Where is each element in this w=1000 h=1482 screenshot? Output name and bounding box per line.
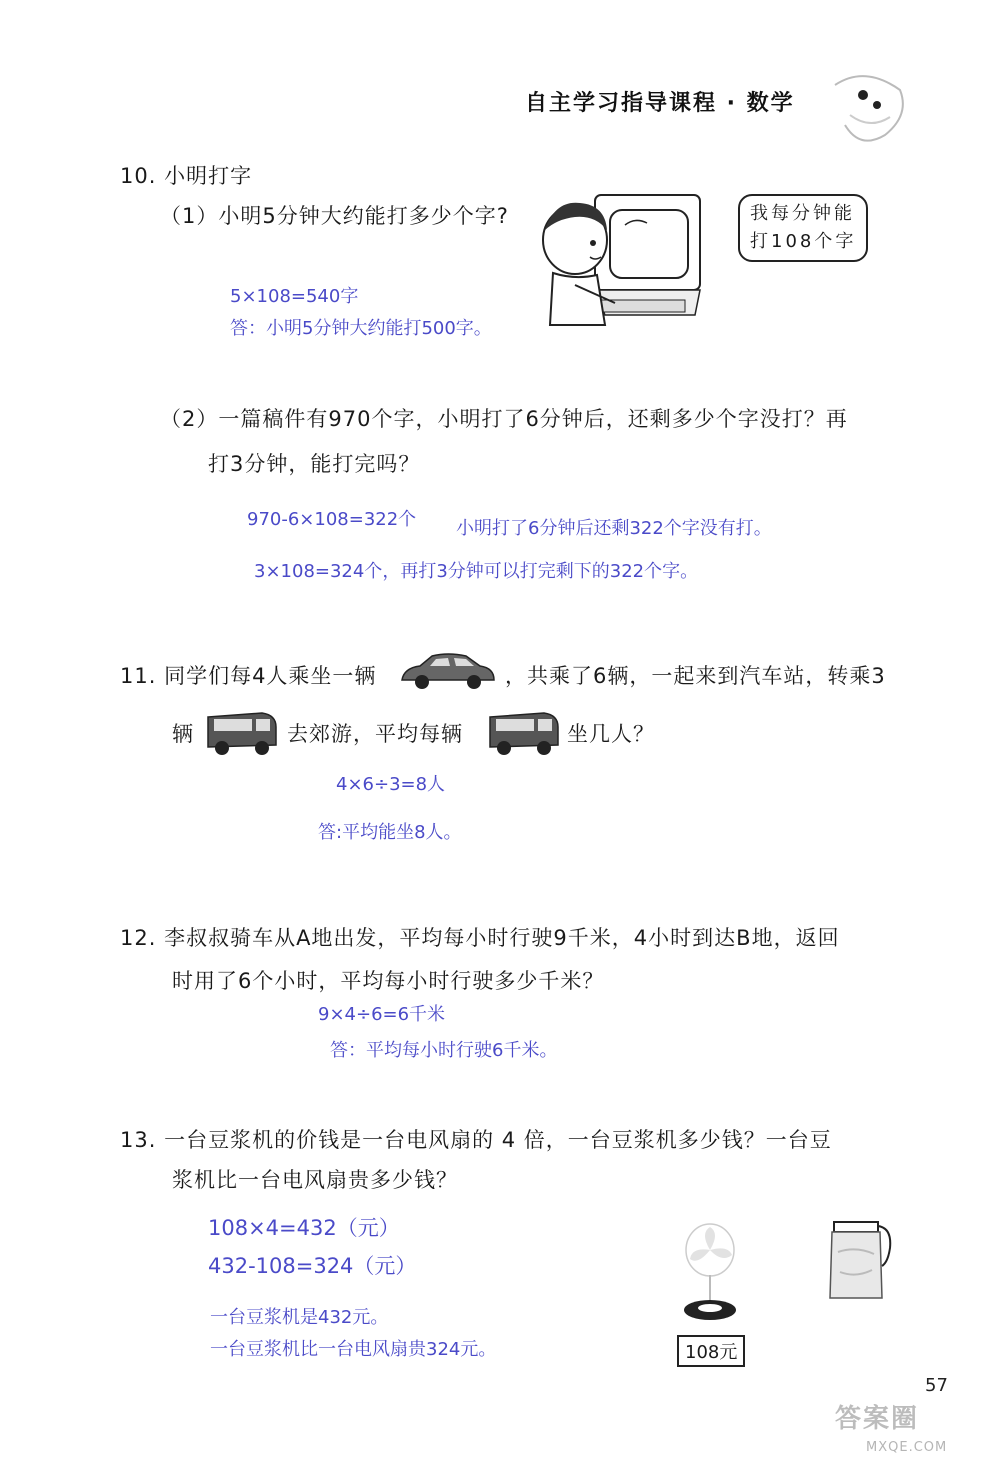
q12-answer: 答：平均每小时行驶6千米。: [330, 1040, 558, 1061]
q10-part2-calc1: 970-6×108=322个: [247, 509, 417, 530]
q10-part2-question-line2: 打3分钟，能打完吗？: [208, 452, 421, 476]
q13-answer2: 一台豆浆机比一台电风扇贵324元。: [210, 1339, 497, 1360]
q11-line2-part-c: 坐几人？: [567, 722, 655, 746]
q13-answer1: 一台豆浆机是432元。: [210, 1307, 389, 1328]
q13-line1: 13. 一台豆浆机的价钱是一台电风扇的 4 倍，一台豆浆机多少钱？一台豆: [120, 1128, 832, 1152]
q10-part2-calc2: 3×108=324个，再打3分钟可以打完剩下的322个字。: [254, 561, 699, 582]
q10-part1-calc: 5×108=540字: [230, 286, 359, 307]
bubble-line1: 我每分钟能: [750, 203, 855, 224]
q10-part2-answer1: 小明打了6分钟后还剩322个字没有打。: [456, 518, 772, 539]
q12-line1: 12. 李叔叔骑车从A地出发，平均每小时行驶9千米，4小时到达B地，返回: [120, 926, 840, 950]
page-number: 57: [925, 1375, 948, 1396]
q13-calc1: 108×4=432（元）: [208, 1216, 400, 1240]
bubble-line2: 打108个字: [750, 231, 857, 252]
fan-price-box: 108元: [677, 1335, 745, 1367]
q11-answer: 答:平均能坐8人。: [318, 822, 462, 843]
q13-line2: 浆机比一台电风扇贵多少钱？: [172, 1168, 458, 1192]
q10-part1-answer: 答：小明5分钟大约能打500字。: [230, 318, 492, 339]
speech-bubble: [738, 194, 868, 262]
car-icon: [398, 650, 498, 692]
q11-line1-part-b: ，共乘了6辆，一起来到汽车站，转乘3: [505, 664, 886, 688]
q11-line2-part-a: 辆: [172, 722, 194, 746]
watermark-logo-text: 答案圈: [835, 1404, 920, 1434]
watermark-url: MXQE.COM: [866, 1440, 948, 1455]
soymilk-machine-icon: [826, 1212, 896, 1304]
q10-title: 10. 小明打字: [120, 164, 253, 188]
boy-computer-illustration: [535, 185, 715, 335]
electric-fan-icon: [670, 1215, 750, 1330]
q10-part2-question-line1: （2）一篇稿件有970个字，小明打了6分钟后，还剩多少个字没打？再: [160, 407, 848, 431]
header-title: 自主学习指导课程 · 数学: [525, 91, 795, 116]
header-decoration-icon: [815, 55, 925, 165]
q12-line2: 时用了6个小时，平均每小时行驶多少千米？: [172, 969, 605, 993]
q12-calc: 9×4÷6=6千米: [318, 1004, 446, 1025]
q11-calc: 4×6÷3=8人: [336, 774, 446, 795]
q11-line2-part-b: 去郊游，平均每辆: [287, 722, 463, 746]
q11-line1-part-a: 11. 同学们每4人乘坐一辆: [120, 664, 377, 688]
bus-icon: [202, 705, 280, 757]
bus-icon-2: [484, 705, 562, 757]
q13-calc2: 432-108=324（元）: [208, 1254, 417, 1278]
q10-part1-question: （1）小明5分钟大约能打多少个字?: [160, 204, 509, 228]
